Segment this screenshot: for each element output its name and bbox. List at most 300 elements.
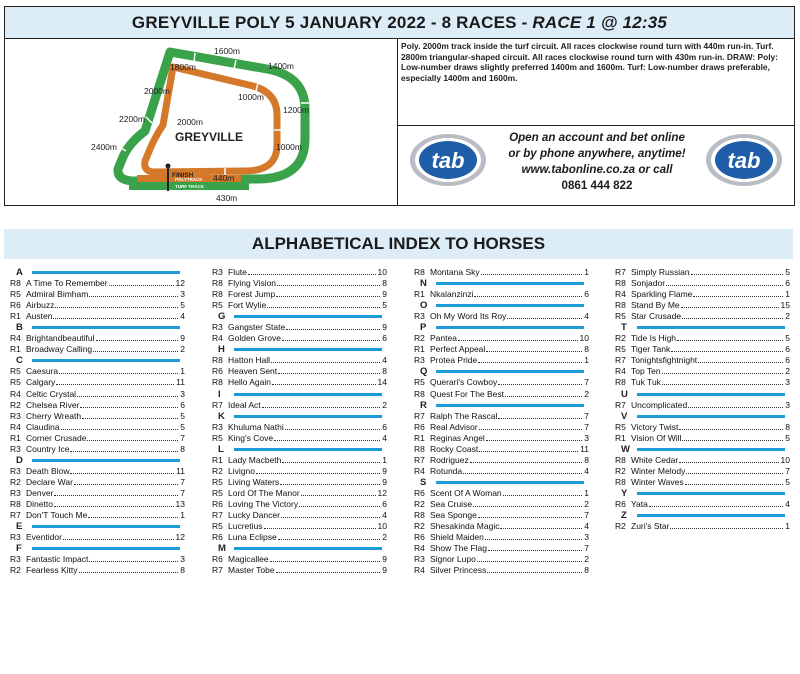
horse-number: 2 (785, 366, 790, 377)
horse-number: 5 (785, 333, 790, 344)
section-header (615, 444, 790, 455)
section-letter: I (218, 388, 221, 400)
horse-name: Montana Sky (430, 267, 480, 277)
horse-number: 5 (785, 267, 790, 277)
race-number: R4 (414, 465, 425, 476)
horse-name: Luna Eclipse (228, 532, 277, 543)
horse-entry (10, 565, 185, 576)
horse-entry (212, 488, 387, 499)
label-finish: FINISH (172, 172, 194, 179)
horse-entry (212, 377, 387, 388)
horse-name: Fantastic Impact (26, 554, 89, 565)
horse-name: Chelsea River (26, 399, 80, 410)
horse-entry (615, 400, 790, 411)
horse-name: Victory Twist (631, 421, 679, 432)
section-header (10, 543, 185, 554)
label-turf-track: TURF TRACK (175, 184, 204, 189)
race-number: R3 (414, 355, 425, 366)
race-number: R3 (414, 311, 425, 322)
horse-number: 15 (780, 300, 790, 311)
track-map (5, 39, 398, 205)
label-1000m-inner: 1000m (276, 142, 302, 152)
horse-number: 11 (176, 465, 185, 476)
section-header (10, 322, 185, 333)
horse-number: 6 (584, 289, 589, 300)
tab-logo-left-icon (408, 132, 488, 188)
section-letter: O (420, 300, 428, 312)
race-number: R6 (414, 532, 425, 543)
race-number: R3 (10, 443, 21, 454)
horse-number: 5 (382, 300, 387, 311)
dot-leader (677, 340, 783, 341)
section-header (615, 510, 790, 521)
race-number: R8 (615, 300, 626, 311)
venue-label: GREYVILLE (175, 130, 244, 144)
dot-leader (299, 506, 380, 507)
section-rule (637, 448, 785, 451)
label-2000m-inner: 2000m (177, 117, 203, 127)
horse-name: Perfect Appeal (430, 344, 486, 355)
dot-leader (679, 429, 783, 430)
horse-entry (414, 499, 589, 510)
section-letter: W (621, 443, 630, 455)
race-number: R5 (212, 521, 223, 532)
dot-leader (498, 384, 582, 385)
horse-entry (414, 510, 589, 521)
horse-number: 3 (785, 377, 790, 388)
horse-entry (10, 411, 185, 422)
horse-name: Oh My Word Its Roy (430, 311, 507, 322)
section-rule (32, 271, 180, 274)
race-number: R5 (414, 377, 425, 388)
horse-entry (414, 311, 589, 322)
section-letter: U (621, 388, 628, 400)
section-header (615, 322, 790, 333)
horse-entry (615, 344, 790, 355)
race-number: R8 (414, 388, 425, 399)
section-rule (32, 525, 180, 528)
horse-number: 9 (382, 289, 387, 300)
section-letter: Z (621, 510, 627, 522)
horse-name: Ideal Act (228, 399, 261, 410)
track-diagram (5, 39, 398, 205)
horse-entry (10, 466, 185, 477)
section-header (212, 444, 387, 455)
race-number: R8 (212, 355, 223, 366)
horse-number: 2 (382, 532, 387, 543)
race-number: R4 (10, 421, 21, 432)
race-number: R2 (414, 498, 425, 509)
race-number: R6 (212, 366, 223, 377)
dot-leader (478, 517, 582, 518)
label-1600m: 1600m (214, 46, 240, 56)
horse-number: 8 (584, 454, 589, 465)
section-letter: Q (420, 366, 428, 378)
horse-number: 6 (785, 278, 790, 289)
horse-number: 1 (180, 510, 185, 521)
horse-name: Tiger Tank (631, 344, 671, 355)
horse-name: Protea Pride (430, 355, 478, 366)
dot-leader (77, 396, 178, 397)
horse-number: 4 (584, 311, 589, 322)
horse-number: 9 (382, 565, 387, 576)
horse-name: Gangster State (228, 322, 286, 333)
horse-name: Living Waters (228, 476, 280, 487)
dot-leader (698, 362, 783, 363)
section-header (414, 322, 589, 333)
horse-entry (615, 455, 790, 466)
horse-number: 6 (382, 333, 387, 344)
horse-number: 1 (785, 289, 790, 300)
horse-number: 3 (785, 399, 790, 410)
horse-name: Broadway Calling (26, 344, 93, 355)
section-letter: P (420, 322, 427, 334)
dot-leader (248, 274, 376, 275)
horse-number: 3 (180, 554, 185, 565)
dot-leader (63, 539, 174, 540)
horse-entry (10, 311, 185, 322)
horse-name: Sea Sponge (430, 510, 477, 521)
dot-leader (486, 351, 582, 352)
horse-name: Simply Russian (631, 267, 690, 277)
tab-logo-right-icon (704, 132, 784, 188)
dot-leader (666, 285, 783, 286)
horse-name: Tide Is High (631, 333, 677, 344)
section-header (414, 400, 589, 411)
horse-entry (212, 554, 387, 565)
horse-number: 4 (382, 355, 387, 366)
horse-entry (615, 466, 790, 477)
race-number: R8 (414, 267, 425, 277)
horse-number: 3 (180, 289, 185, 300)
horse-entry (615, 477, 790, 488)
horse-name: Sparkling Flame (631, 289, 693, 300)
dot-leader (89, 561, 178, 562)
race-number: R1 (212, 454, 223, 465)
horse-number: 7 (584, 421, 589, 432)
horse-name: Livigno (228, 465, 255, 476)
dot-leader (277, 285, 380, 286)
horse-number: 6 (785, 344, 790, 355)
race-number: R6 (615, 498, 626, 509)
section-rule (234, 393, 382, 396)
horse-number: 3 (584, 532, 589, 543)
race-number: R8 (615, 377, 626, 388)
dot-leader (486, 440, 582, 441)
horse-entry (212, 289, 387, 300)
race-number: R5 (615, 311, 626, 322)
race-number: R7 (212, 565, 223, 576)
dot-leader (473, 506, 582, 507)
race-number: R4 (212, 333, 223, 344)
horse-number: 4 (785, 498, 790, 509)
dot-leader (256, 473, 380, 474)
dot-leader (109, 285, 174, 286)
section-rule (32, 359, 180, 362)
horse-name: Heaven Sent (228, 366, 278, 377)
horse-entry (10, 433, 185, 444)
horse-entry (615, 355, 790, 366)
race-number: R2 (10, 476, 21, 487)
dot-leader (470, 462, 583, 463)
dot-leader (507, 318, 582, 319)
horse-name: Lady Macbeth (228, 454, 282, 465)
race-number: R7 (212, 510, 223, 521)
race-number: R2 (212, 465, 223, 476)
horse-number: 8 (180, 443, 185, 454)
race-number: R7 (615, 355, 626, 366)
horse-entry (10, 499, 185, 510)
horse-name: Claudina (26, 421, 60, 432)
race-number: R1 (615, 432, 626, 443)
section-rule (436, 404, 584, 407)
race-number: R7 (414, 410, 425, 421)
dot-leader (686, 473, 783, 474)
horse-name: Country Ice (26, 443, 70, 454)
horse-name: Golden Grove (228, 333, 281, 344)
race-number: R7 (615, 399, 626, 410)
horse-entry (10, 477, 185, 488)
horse-number: 9 (382, 554, 387, 565)
dot-leader (681, 307, 779, 308)
dot-leader (80, 407, 178, 408)
section-rule (436, 282, 584, 285)
section-rule (436, 481, 584, 484)
horse-entry (414, 411, 589, 422)
horse-name: Cherry Wreath (26, 410, 82, 421)
horse-name: A Time To Remember (26, 278, 108, 289)
horse-name: Death Blow (26, 465, 70, 476)
horse-entry (10, 344, 185, 355)
horse-number: 7 (584, 377, 589, 388)
race-number: R7 (212, 399, 223, 410)
horse-name: Hatton Hall (228, 355, 271, 366)
race-number: R2 (615, 521, 626, 532)
horse-number: 11 (176, 377, 185, 388)
horse-name: Eventidor (26, 532, 62, 543)
horse-entry (414, 289, 589, 300)
horse-name: Hello Again (228, 377, 272, 388)
section-header (10, 455, 185, 466)
horse-number: 3 (584, 432, 589, 443)
horse-name: Querari's Cowboy (430, 377, 498, 388)
horse-name: Real Advisor (430, 421, 478, 432)
dot-leader (485, 539, 582, 540)
section-letter: E (16, 521, 23, 533)
section-letter: H (218, 344, 225, 356)
horse-number: 10 (377, 521, 387, 532)
horse-name: Corner Crusade (26, 432, 87, 443)
section-letter: Y (621, 487, 628, 499)
section-letter: R (420, 399, 427, 411)
horse-name: Silver Princess (430, 565, 487, 576)
horse-number: 7 (584, 510, 589, 521)
horse-name: King's Cove (228, 432, 274, 443)
dot-leader (662, 373, 784, 374)
horse-entry (414, 466, 589, 477)
race-number: R3 (212, 421, 223, 432)
dot-leader (463, 473, 582, 474)
dot-leader (271, 362, 380, 363)
horse-name: Winter Melody (631, 465, 686, 476)
dot-leader (282, 340, 380, 341)
section-rule (637, 415, 785, 418)
race-number: R5 (212, 300, 223, 311)
section-rule (637, 393, 785, 396)
horse-entry (615, 267, 790, 278)
horse-name: Denver (26, 487, 54, 498)
race-number: R3 (10, 554, 21, 565)
section-rule (234, 415, 382, 418)
dot-leader (278, 539, 381, 540)
dot-leader (688, 407, 783, 408)
horse-name: Lucky Dancer (228, 510, 280, 521)
horse-name: Austen (26, 311, 53, 322)
horse-entry (212, 455, 387, 466)
dot-leader (479, 451, 578, 452)
section-header (212, 389, 387, 400)
ad-phone: 0861 444 822 (561, 179, 633, 192)
horse-number: 14 (377, 377, 387, 388)
horse-number: 11 (580, 443, 589, 454)
race-number: R7 (10, 510, 21, 521)
horse-entry (212, 466, 387, 477)
horse-entry (414, 433, 589, 444)
section-header (212, 344, 387, 355)
dot-leader (55, 307, 178, 308)
race-number: R3 (212, 322, 223, 333)
ad-line-1: Open an account and bet online (509, 131, 685, 144)
section-letter: C (16, 355, 23, 367)
dot-leader (93, 351, 178, 352)
horse-name: Uncomplicated (631, 399, 688, 410)
horse-entry (615, 499, 790, 510)
dot-leader (56, 384, 174, 385)
race-number: R4 (10, 333, 21, 344)
horse-number: 2 (584, 554, 589, 565)
horse-number: 4 (584, 465, 589, 476)
race-number: R2 (615, 465, 626, 476)
horse-name: Rocky Coast (430, 443, 479, 454)
horse-number: 9 (382, 476, 387, 487)
horse-name: Master Tobe (228, 565, 275, 576)
label-polytrack: POLYTRACK (175, 177, 203, 182)
ad-link[interactable]: www.tabonline.co.za or call (521, 163, 673, 176)
horse-entry (10, 389, 185, 400)
race-number: R8 (615, 476, 626, 487)
section-header (212, 411, 387, 422)
race-number: R4 (615, 366, 626, 377)
horse-entry (212, 400, 387, 411)
horse-name: Signor Lupo (430, 554, 476, 565)
section-header (414, 300, 589, 311)
section-header (10, 267, 185, 278)
horse-name: Show The Flag (430, 543, 488, 554)
horse-number: 2 (382, 399, 387, 410)
horse-entry (212, 322, 387, 333)
section-header (615, 488, 790, 499)
section-rule (234, 448, 382, 451)
dot-leader (488, 550, 582, 551)
race-number: R2 (414, 521, 425, 532)
horse-name: Tonightsfightnight (631, 355, 698, 366)
horse-entry (10, 278, 185, 289)
horse-name: Flying Vision (228, 278, 277, 289)
race-number: R1 (414, 432, 425, 443)
horse-entry (212, 521, 387, 532)
horse-name: Reginas Angel (430, 432, 485, 443)
race-number: R8 (615, 278, 626, 289)
horse-number: 8 (180, 565, 185, 576)
dot-leader (87, 440, 178, 441)
horse-name: Star Crusade (631, 311, 682, 322)
dot-leader (691, 274, 784, 275)
race-number: R5 (615, 421, 626, 432)
section-letter: B (16, 322, 23, 334)
horse-entry (10, 366, 185, 377)
horse-number: 6 (785, 355, 790, 366)
horse-entry (414, 389, 589, 400)
horse-number: 8 (584, 344, 589, 355)
race-number: R4 (414, 543, 425, 554)
label-440m: 440m (213, 173, 235, 183)
horse-entry (615, 377, 790, 388)
section-header (212, 543, 387, 554)
race-number: R6 (212, 532, 223, 543)
race-number: R8 (10, 278, 21, 289)
dot-leader (276, 296, 380, 297)
dot-leader (96, 340, 179, 341)
dot-leader (478, 362, 582, 363)
horse-number: 8 (382, 366, 387, 377)
horse-number: 2 (180, 344, 185, 355)
horse-name: Fearless Kitty (26, 565, 78, 576)
horse-entry (212, 422, 387, 433)
section-rule (32, 547, 180, 550)
horse-name: Calgary (26, 377, 56, 388)
section-rule (32, 326, 180, 329)
race-number: R8 (10, 498, 21, 509)
horse-number: 1 (584, 267, 589, 277)
horse-entry (414, 565, 589, 576)
horse-entry (615, 422, 790, 433)
race-number: R3 (10, 410, 21, 421)
horse-entry (212, 565, 387, 576)
dot-leader (286, 329, 380, 330)
section-letter: G (218, 311, 226, 323)
horse-entry (10, 510, 185, 521)
horse-entry (414, 422, 589, 433)
horse-entry (212, 433, 387, 444)
horse-name: Rodriguez (430, 454, 469, 465)
dot-leader (54, 506, 174, 507)
horse-number: 4 (382, 432, 387, 443)
section-rule (32, 459, 180, 462)
horse-number: 5 (180, 410, 185, 421)
horse-name: Dinetto (26, 498, 53, 509)
horse-name: Lord Of The Manor (228, 487, 300, 498)
race-title (5, 7, 794, 39)
horse-name: White Cedar (631, 454, 679, 465)
dot-leader (281, 517, 380, 518)
race-number: R2 (414, 333, 425, 344)
dot-leader (82, 418, 178, 419)
horse-entry (615, 278, 790, 289)
index-column-2 (212, 267, 387, 576)
horse-name: Quest For The Best (430, 388, 505, 399)
horse-name: Sonjador (631, 278, 666, 289)
horse-number: 8 (382, 278, 387, 289)
